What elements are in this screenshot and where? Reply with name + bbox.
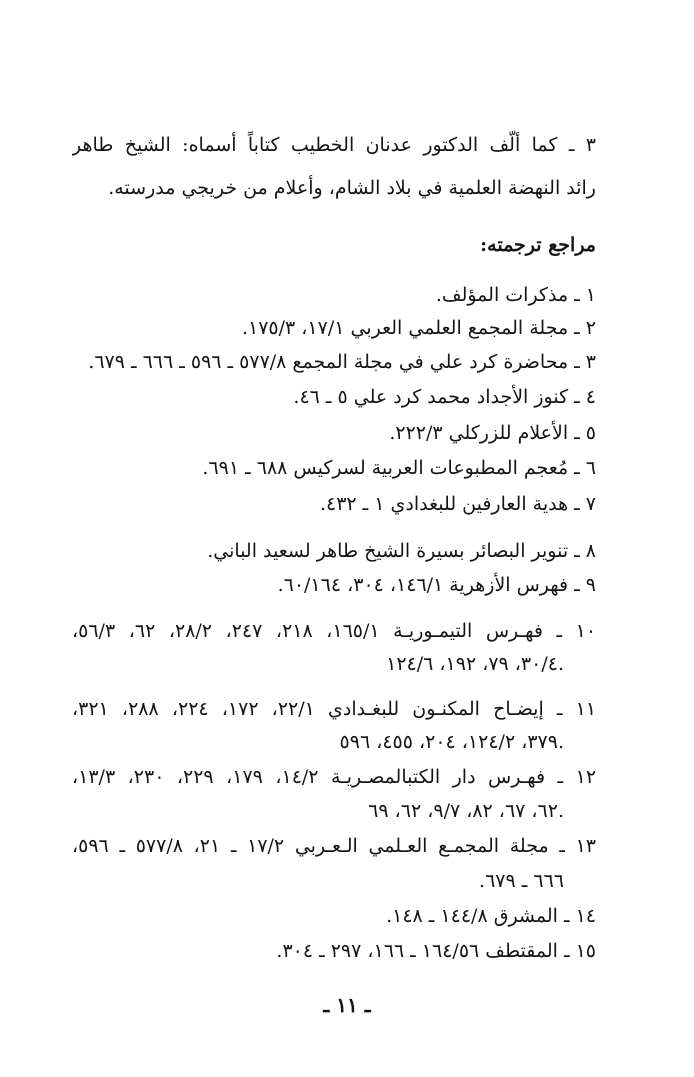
source-item-8: ٨ ـ تنوير البصائر بسيرة الشيخ طاهر لسعيد الباني. (207, 540, 596, 562)
source-item-11: ١١ ـ إيضـاح المكنـون للبغـدادي ٢٢/١، ١٧٢، ٢٢٤، ٢٨٨، ٣٢١، (72, 698, 596, 720)
source-item-9: ٩ ـ فهرس الأزهرية ١٤٦/١، ٣٠٤، ٦٠/١٦٤. (277, 574, 596, 596)
source-item-14: ١٤ ـ المشرق ١٤٤/٨ ـ ١٤٨. (386, 905, 596, 927)
source-item-12: ١٢ ـ فهـرس دار الكتبالمصـريـة ١٤/٢، ١٧٩، ٢٢٩، ٢٣٠، ١٣/٣، (72, 766, 596, 788)
source-item-5: ٥ ـ الأعلام للزركلي ٢٢٢/٣. (389, 422, 596, 444)
source-item-10: ١٠ ـ فهـرس التيمـوريـة ١٦٥/١، ٢١٨، ٢٤٧، ٢٨/٢، ٦٢، ٥٦/٣، (72, 620, 596, 642)
source-item-6: ٦ ـ مُعجم المطبوعات العربية لسركيس ٦٨٨ ـ ٦٩١. (202, 457, 596, 479)
page-number: ـ ١١ ـ (323, 993, 371, 1017)
source-item-7: ٧ ـ هدية العارفين للبغدادي ١ ـ ٤٣٢. (319, 493, 596, 515)
sources-heading: مراجع ترجمته: (480, 234, 596, 256)
source-item-4: ٤ ـ كنوز الأجداد محمد كرد علي ٥ ـ ٤٦. (293, 386, 596, 408)
source-item-11-continued: ٣٧٩، ١٢٤/٢، ٢٠٤، ٤٥٥، ٥٩٦. (339, 731, 564, 753)
source-item-13: ١٣ ـ مجلة المجمـع العـلمي الـعـربي ١٧/٢ ـ ٢١، ٥٧٧/٨ ـ ٥٩٦، (72, 835, 596, 857)
source-item-15: ١٥ ـ المقتطف ١٦٤/٥٦ ـ ١٦٦، ٢٩٧ ـ ٣٠٤. (276, 940, 596, 962)
source-item-1: ١ ـ مذكرات المؤلف. (435, 284, 596, 306)
source-item-10-continued: ٣٠/٤، ٧٩، ١٩٢، ١٢٤/٦. (386, 653, 564, 675)
source-item-3: ٣ ـ محاضرة كرد علي في مجلة المجمع ٥٧٧/٨ ـ ٥٩٦ ـ ٦٦٦ ـ ٦٧٩. (88, 351, 596, 373)
source-item-2: ٢ ـ مجلة المجمع العلمي العربي ١٧/١، ١٧٥/٣. (241, 317, 596, 339)
paragraph-line-1: ٣ ـ كما ألَّف الدكتور عدنان الخطيب كتاباً أسماه: الشيخ طاهر (72, 134, 596, 156)
source-item-12-continued: ٦٢، ٦٧، ٨٢، ٩/٧، ٦٢، ٦٩. (368, 800, 564, 822)
source-item-13-continued: ٦٦٦ ـ ٦٧٩. (479, 870, 564, 892)
paragraph-line-2: رائد النهضة العلمية في بلاد الشام، وأعلام من خريجي مدرسته. (108, 177, 596, 199)
